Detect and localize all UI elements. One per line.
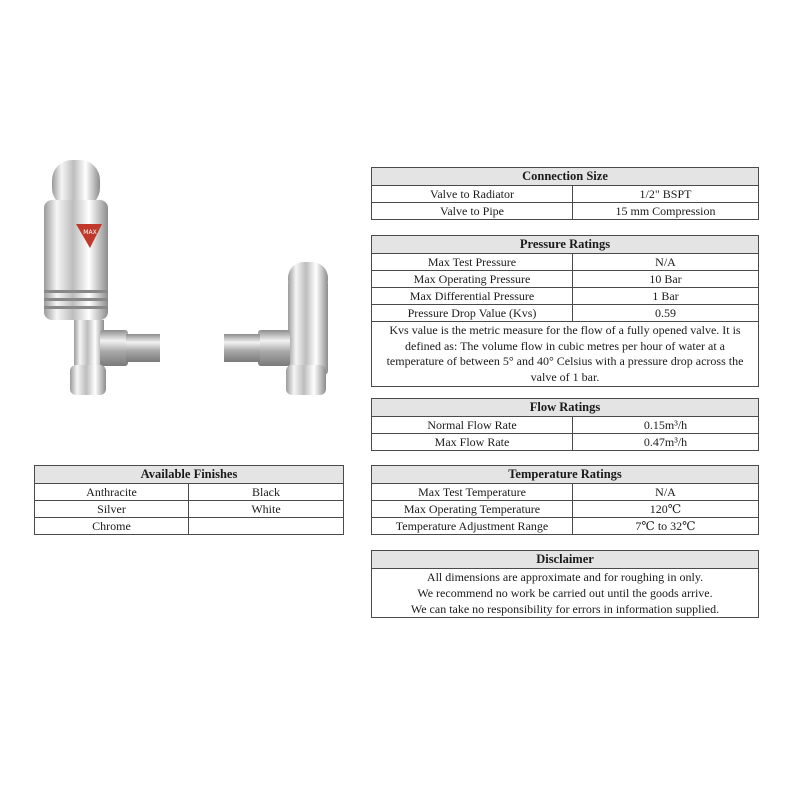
finish-option: Chrome [35, 518, 189, 535]
row-value: 10 Bar [573, 271, 759, 288]
row-value: 120℃ [573, 501, 759, 518]
table-row [35, 518, 344, 535]
temperature-ratings-table [371, 465, 759, 535]
row-label: Max Operating Pressure [372, 271, 573, 288]
flow-ratings-table [371, 398, 759, 451]
finish-option: White [189, 501, 344, 518]
row-label: Max Test Pressure [372, 254, 573, 271]
thermostatic-valve [44, 160, 160, 395]
table-row [372, 501, 759, 518]
row-label: Normal Flow Rate [372, 417, 573, 434]
row-label: Valve to Radiator [372, 186, 573, 203]
table-title: Disclaimer [372, 551, 759, 569]
finish-option: Silver [35, 501, 189, 518]
row-value: N/A [573, 254, 759, 271]
row-value: 15 mm Compression [573, 203, 759, 220]
row-value: 1/2" BSPT [573, 186, 759, 203]
row-value: 7℃ to 32℃ [573, 518, 759, 535]
valve-illustration [30, 150, 350, 420]
kvs-note: Kvs value is the metric measure for the flow of a fully opened valve. It is defined as: The volume flow in cubic metres per hour of water at a temperature of between 5° and 40° Celsius with a pressure drop across the valve of 1 bar. [372, 322, 759, 387]
disclaimer-line: All dimensions are approximate and for roughing in only. [372, 569, 759, 586]
table-row [35, 501, 344, 518]
table-title: Available Finishes [35, 466, 344, 484]
table-row [35, 484, 344, 501]
table-title: Connection Size [372, 168, 759, 186]
table-row [372, 203, 759, 220]
row-label: Max Test Temperature [372, 484, 573, 501]
finish-option [189, 518, 344, 535]
max-label-text: MAX [83, 229, 97, 236]
pressure-ratings-table [371, 235, 759, 387]
table-title: Flow Ratings [372, 399, 759, 417]
finish-option: Anthracite [35, 484, 189, 501]
table-title: Pressure Ratings [372, 236, 759, 254]
row-label: Max Flow Rate [372, 434, 573, 451]
lockshield-valve [224, 262, 328, 395]
row-value: 0.59 [573, 305, 759, 322]
row-value: 1 Bar [573, 288, 759, 305]
finish-option: Black [189, 484, 344, 501]
table-row [372, 254, 759, 271]
table-row [372, 288, 759, 305]
disclaimer-line: We recommend no work be carried out until the goods arrive. [372, 585, 759, 601]
product-image [30, 150, 350, 420]
row-value: 0.15m³/h [573, 417, 759, 434]
connection-size-table [371, 167, 759, 220]
available-finishes-table [34, 465, 344, 535]
row-label: Valve to Pipe [372, 203, 573, 220]
table-row [372, 434, 759, 451]
table-title: Temperature Ratings [372, 466, 759, 484]
disclaimer-line: We can take no responsibility for errors in information supplied. [372, 601, 759, 618]
row-value: 0.47m³/h [573, 434, 759, 451]
table-row [372, 484, 759, 501]
table-row [372, 271, 759, 288]
table-row [372, 417, 759, 434]
row-label: Temperature Adjustment Range [372, 518, 573, 535]
disclaimer-table [371, 550, 759, 618]
row-label: Max Differential Pressure [372, 288, 573, 305]
table-row [372, 305, 759, 322]
row-value: N/A [573, 484, 759, 501]
row-label: Pressure Drop Value (Kvs) [372, 305, 573, 322]
row-label: Max Operating Temperature [372, 501, 573, 518]
table-row [372, 186, 759, 203]
table-row [372, 518, 759, 535]
